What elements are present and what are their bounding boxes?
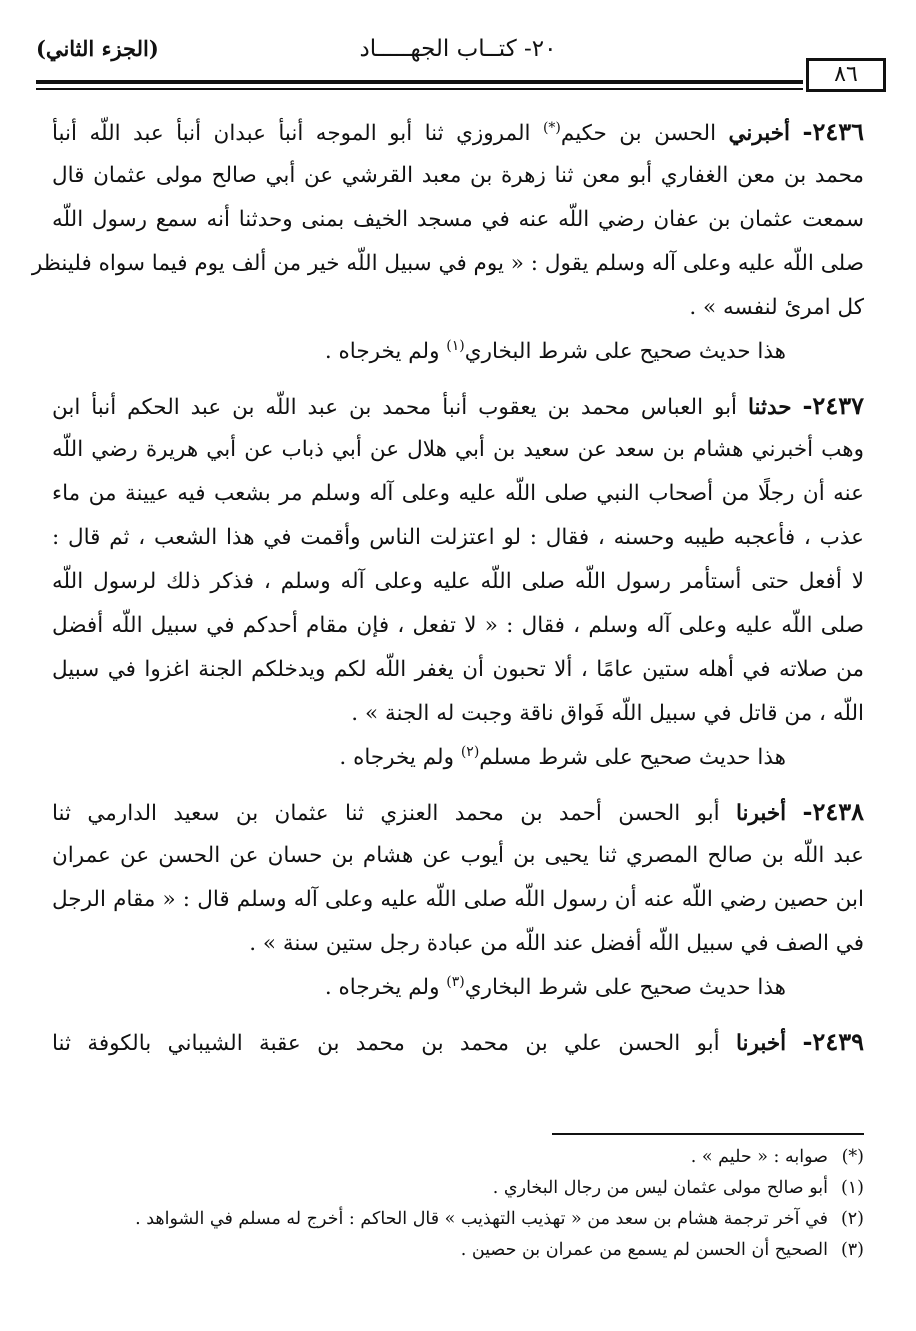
text-line: وهب أخبرني هشام بن سعد عن سعيد بن أبي هلال عن أبي ذباب عن أبي هريرة رضي اللّه xyxy=(52,437,864,462)
verdict-line: هذا حديث صحيح على شرط البخاري$^{(٣)}$ ولم يخرجاه . xyxy=(324,973,786,1000)
narration-keyword: أخبرنا xyxy=(735,801,787,826)
footnote-mark: (٣) xyxy=(840,1240,864,1260)
footnote-text: الصحيح أن الحسن لم يسمع من عمران بن حصين . xyxy=(460,1240,828,1260)
footnote-text: صوابه : « حليم » . xyxy=(690,1147,828,1167)
footnote-ref: (١) xyxy=(446,337,465,354)
footnote-text: أبو صالح مولى عثمان ليس من رجال البخاري . xyxy=(492,1178,828,1198)
hadith-number: ٢٤٣٩- xyxy=(802,1027,864,1056)
text-line: كل امرئ لنفسه » . xyxy=(689,295,864,320)
hadith-number: ٢٤٣٦- xyxy=(802,117,865,146)
text-line: محمد بن معن الغفاري أبو معن ثنا زهرة بن معبد القرشي عن أبي صالح مولى عثمان قال xyxy=(52,163,864,188)
narration-keyword: أخبرني xyxy=(728,121,791,146)
footnote xyxy=(52,1173,864,1204)
text-line: عذب ، فأعجبه طيبه وحسنه ، فقال : لو اعتزلت الناس وأقمت في هذا الشعب ، ثم قال : xyxy=(52,525,864,550)
text-line: في الصف في سبيل اللّه أفضل عند اللّه من عبادة رجل ستين سنة » . xyxy=(249,931,864,956)
header-rule-thin xyxy=(36,88,803,90)
footnote xyxy=(52,1204,864,1235)
hadith-entry xyxy=(31,110,865,374)
text-line: ٢٤٣٦- أخبرني الحسن بن حكيم(*) المروزي ثنا أبو الموجه أنبأ عبدان أنبأ عبد اللّه أنبأ xyxy=(52,117,865,146)
footnote-ref: (٢) xyxy=(460,743,480,760)
verdict-line: هذا حديث صحيح على شرط مسلم$^{(٢)}$ ولم يخرجاه . xyxy=(339,743,786,770)
narration-keyword: أخبرنا xyxy=(735,1031,787,1056)
verdict-line: هذا حديث صحيح على شرط البخاري$^{(١)}$ ولم يخرجاه . xyxy=(324,337,786,364)
footnote xyxy=(52,1235,864,1266)
part-label: (الجزء الثاني) xyxy=(36,36,159,61)
footnote-ref: (*) xyxy=(542,119,561,136)
hadith-entry xyxy=(52,1020,864,1064)
footnotes xyxy=(52,1142,864,1266)
hadith-number: ٢٤٣٨- xyxy=(802,797,864,826)
footnote-ref: (٣) xyxy=(446,973,465,990)
hadith-entry xyxy=(52,384,864,780)
text-line: صلى اللّه عليه وعلى آله وسلم ، فقال : « لا تفعل ، فإن مقام أحدكم في سبيل اللّه أفضل xyxy=(52,613,864,638)
hadith-number: ٢٤٣٧- xyxy=(802,391,864,420)
text-line: ابن حصين رضي اللّه عنه أن رسول اللّه صلى اللّه عليه وعلى آله وسلم قال : « مقام الرجل xyxy=(52,887,864,912)
main-text xyxy=(31,110,865,1064)
text-line: ٢٤٣٨- أخبرنا أبو الحسن أحمد بن محمد العنزي ثنا عثمان بن سعيد الدارمي ثنا xyxy=(52,797,864,826)
hadith-entry xyxy=(52,790,864,1010)
text-line: لا أفعل حتى أستأمر رسول اللّه صلى اللّه عليه وعلى آله وسلم ، فذكر ذلك لرسول اللّه xyxy=(52,569,864,594)
chapter-title: ٢٠- كتــاب الجهـــــاد xyxy=(359,36,557,62)
footnote-text: في آخر ترجمة هشام بن سعد من « تهذيب التهذيب » قال الحاكم : أخرج له مسلم في الشواهد . xyxy=(135,1209,828,1229)
text-line: ٢٤٣٧- حدثنا أبو العباس محمد بن يعقوب أنبأ محمد بن عبد اللّه بن عبد الحكم أنبأ ابن xyxy=(52,391,864,420)
text-line: عبد اللّه بن صالح المصري ثنا يحيى بن أيوب عن هشام بن حسان عن الحسن عن عمران xyxy=(52,843,864,868)
footnote xyxy=(52,1142,864,1173)
header-rule xyxy=(36,80,803,84)
narration-keyword: حدثنا xyxy=(747,395,792,420)
footnote-mark: (١) xyxy=(840,1178,864,1198)
text-line: من صلاته في أهله ستين عامًا ، ألا تحبون أن يغفر اللّه لكم ويدخلكم الجنة اغزوا في سبيل xyxy=(52,657,864,682)
footnote-rule xyxy=(552,1133,864,1135)
text-line: ٢٤٣٩- أخبرنا أبو الحسن علي بن محمد بن محمد بن عقبة الشيباني بالكوفة ثنا xyxy=(52,1027,864,1056)
footnote-mark: (٢) xyxy=(840,1209,864,1229)
text-line: اللّه ، من قاتل في سبيل اللّه فَواق ناقة وجبت له الجنة » . xyxy=(351,701,864,726)
text-line: صلى اللّه عليه وعلى آله وسلم يقول : « يوم في سبيل اللّه خير من ألف يوم فيما سواه فلينظر xyxy=(31,251,864,276)
footnote-mark: (*) xyxy=(841,1147,864,1167)
text-line: عنه أن رجلًا من أصحاب النبي صلى اللّه عليه وعلى آله وسلم مر بشعب فيه عيينة من ماء xyxy=(52,481,864,506)
page-number: ٨٦ xyxy=(806,58,886,92)
text-line: سمعت عثمان بن عفان رضي اللّه عنه في مسجد الخيف بمنى وحدثنا أنه سمع رسول اللّه xyxy=(52,207,864,232)
